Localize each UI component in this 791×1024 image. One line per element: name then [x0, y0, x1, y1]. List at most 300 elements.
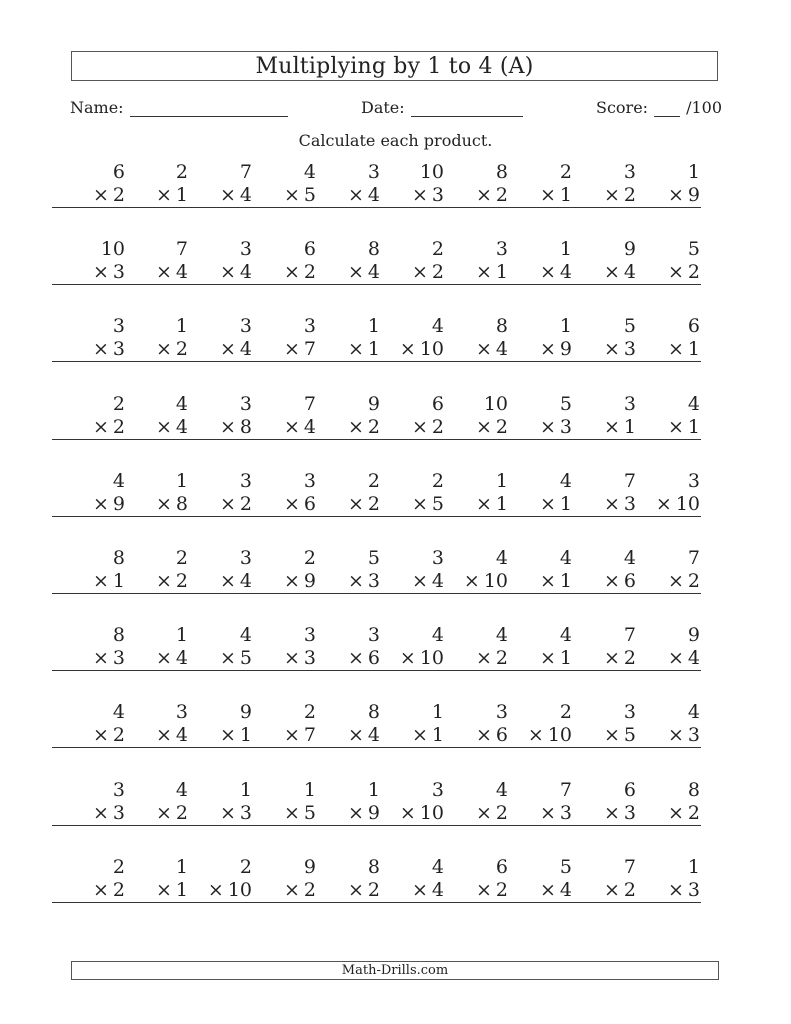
problem: [112, 393, 189, 440]
times-symbol: ×: [463, 570, 480, 592]
multiplier-line: [435, 724, 509, 748]
multiplier-line: [435, 338, 509, 362]
times-symbol: ×: [283, 338, 300, 360]
times-symbol: ×: [92, 570, 109, 592]
problem: [563, 161, 637, 208]
problem: [499, 315, 573, 362]
multiplicand: 8: [367, 701, 380, 723]
multiplicand: 4: [559, 547, 572, 569]
problem: [243, 701, 317, 748]
problem: [179, 779, 253, 826]
problem: [371, 856, 445, 903]
multiplier: 2: [112, 879, 125, 901]
multiplicand: 7: [623, 470, 636, 492]
problem: [243, 624, 317, 671]
multiplier: 2: [495, 647, 508, 669]
multiplicand: 9: [303, 856, 316, 878]
multiplicand: 1: [367, 315, 380, 337]
multiplier-line: [499, 338, 573, 362]
problem: [371, 547, 445, 594]
multiplier: 9: [303, 570, 316, 592]
multiplier: 9: [559, 338, 572, 360]
multiplicand: 4: [559, 624, 572, 646]
multiplier-line: [243, 802, 317, 826]
times-symbol: ×: [219, 338, 236, 360]
problem: [179, 238, 253, 285]
times-symbol: ×: [667, 724, 684, 746]
multiplier: 1: [175, 184, 188, 206]
multiplier-line: [563, 261, 637, 285]
times-symbol: ×: [411, 184, 428, 206]
multiplier-line: [371, 416, 445, 440]
multiplier-line: [563, 338, 637, 362]
times-symbol: ×: [603, 416, 620, 438]
problem: [499, 393, 573, 440]
times-symbol: ×: [539, 647, 556, 669]
multiplier-line: [307, 570, 381, 594]
multiplicand: 4: [687, 393, 700, 415]
multiplicand: 6: [303, 238, 316, 260]
multiplier: 2: [623, 184, 636, 206]
multiplicand: 3: [303, 624, 316, 646]
multiplier-line: [307, 802, 381, 826]
times-symbol: ×: [603, 184, 620, 206]
multiplicand: 1: [175, 470, 188, 492]
multiplicand: 3: [303, 470, 316, 492]
multiplier-line: [627, 338, 701, 362]
multiplier-line: [179, 493, 253, 517]
problem: [307, 393, 381, 440]
times-symbol: ×: [92, 184, 109, 206]
multiplier: 2: [495, 416, 508, 438]
multiplier-line: [435, 416, 509, 440]
multiplier-line: [627, 647, 701, 671]
multiplier: 9: [367, 802, 380, 824]
multiplier-line: [563, 493, 637, 517]
multiplicand: 6: [687, 315, 700, 337]
problem: [243, 161, 317, 208]
times-symbol: ×: [475, 647, 492, 669]
problem: [243, 238, 317, 285]
multiplier: 2: [175, 802, 188, 824]
multiplier: 2: [495, 879, 508, 901]
multiplicand: 8: [495, 161, 508, 183]
multiplier: 1: [687, 416, 700, 438]
multiplier-line: [243, 493, 317, 517]
times-symbol: ×: [347, 416, 364, 438]
multiplier-line: [499, 879, 573, 903]
multiplier-line: [563, 416, 637, 440]
multiplier: 3: [687, 724, 700, 746]
multiplicand: 1: [239, 779, 252, 801]
multiplier: 4: [239, 338, 252, 360]
times-symbol: ×: [603, 879, 620, 901]
times-symbol: ×: [347, 493, 364, 515]
multiplicand: 4: [112, 470, 125, 492]
name-label: Name:: [70, 98, 124, 117]
problem: [243, 393, 317, 440]
problem: [307, 315, 381, 362]
multiplier-line: [112, 802, 189, 826]
multiplicand: 5: [623, 315, 636, 337]
multiplicand: 4: [175, 393, 188, 415]
multiplier: 3: [367, 570, 380, 592]
multiplicand: 4: [495, 624, 508, 646]
multiplier-line: [499, 570, 573, 594]
problem: [371, 393, 445, 440]
times-symbol: ×: [539, 493, 556, 515]
times-symbol: ×: [283, 879, 300, 901]
problem: [179, 470, 253, 517]
multiplier-line: [243, 879, 317, 903]
multiplicand: 9: [623, 238, 636, 260]
problem: [627, 856, 701, 903]
times-symbol: ×: [283, 724, 300, 746]
multiplicand: 3: [367, 624, 380, 646]
problem: [435, 470, 509, 517]
multiplier: 3: [239, 802, 252, 824]
multiplier: 2: [112, 416, 125, 438]
multiplier: 4: [431, 570, 444, 592]
times-symbol: ×: [539, 416, 556, 438]
multiplier-line: [627, 802, 701, 826]
problem: [499, 856, 573, 903]
footer: Math-Drills.com: [71, 961, 719, 980]
multiplicand: 1: [687, 856, 700, 878]
multiplicand: 3: [495, 701, 508, 723]
multiplier-line: [243, 338, 317, 362]
problem: [627, 547, 701, 594]
multiplicand: 8: [112, 547, 125, 569]
times-symbol: ×: [92, 724, 109, 746]
times-symbol: ×: [399, 802, 416, 824]
multiplier-line: [435, 647, 509, 671]
multiplicand: 5: [687, 238, 700, 260]
multiplicand: 2: [112, 393, 125, 415]
multiplicand: 7: [559, 779, 572, 801]
multiplier: 4: [175, 416, 188, 438]
times-symbol: ×: [667, 416, 684, 438]
multiplier: 3: [112, 338, 125, 360]
problem: [563, 779, 637, 826]
problem: [627, 701, 701, 748]
times-symbol: ×: [539, 802, 556, 824]
multiplicand: 8: [495, 315, 508, 337]
multiplicand: 7: [303, 393, 316, 415]
problem: [435, 779, 509, 826]
multiplier: 2: [112, 184, 125, 206]
problem: [435, 315, 509, 362]
multiplicand: 3: [623, 393, 636, 415]
multiplier: 3: [112, 647, 125, 669]
times-symbol: ×: [527, 724, 544, 746]
score-label: Score:: [596, 98, 649, 117]
multiplicand: 3: [239, 547, 252, 569]
multiplier-line: [307, 261, 381, 285]
multiplicand: 9: [687, 624, 700, 646]
multiplier-line: [179, 724, 253, 748]
multiplier-line: [371, 570, 445, 594]
times-symbol: ×: [411, 724, 428, 746]
times-symbol: ×: [155, 647, 172, 669]
multiplicand: 2: [559, 701, 572, 723]
problem: [563, 624, 637, 671]
problem: [371, 238, 445, 285]
multiplier-line: [307, 338, 381, 362]
times-symbol: ×: [399, 338, 416, 360]
problem: [243, 470, 317, 517]
multiplicand: 1: [175, 624, 188, 646]
problem: [499, 779, 573, 826]
multiplier: 4: [239, 184, 252, 206]
problem: [435, 856, 509, 903]
problem: [243, 547, 317, 594]
multiplicand: 1: [175, 856, 188, 878]
problem: [307, 238, 381, 285]
multiplicand: 1: [495, 470, 508, 492]
multiplicand: 7: [239, 161, 252, 183]
multiplier-line: [627, 416, 701, 440]
times-symbol: ×: [667, 570, 684, 592]
times-symbol: ×: [603, 724, 620, 746]
times-symbol: ×: [475, 802, 492, 824]
multiplicand: 1: [431, 701, 444, 723]
multiplier-line: [112, 261, 189, 285]
multiplicand: 3: [239, 393, 252, 415]
problem: [179, 856, 253, 903]
problem: [627, 624, 701, 671]
multiplier: 6: [303, 493, 316, 515]
problem: [499, 470, 573, 517]
multiplier-line: [499, 416, 573, 440]
multiplier: 1: [175, 879, 188, 901]
problem: [499, 624, 573, 671]
times-symbol: ×: [283, 570, 300, 592]
multiplier-line: [627, 184, 701, 208]
problem: [627, 779, 701, 826]
multiplicand: 4: [431, 315, 444, 337]
problem: [112, 161, 189, 208]
multiplier: 10: [419, 338, 444, 360]
multiplicand: 4: [175, 779, 188, 801]
times-symbol: ×: [539, 261, 556, 283]
times-symbol: ×: [603, 647, 620, 669]
multiplier: 2: [431, 261, 444, 283]
times-symbol: ×: [539, 879, 556, 901]
problem: [307, 547, 381, 594]
multiplier-line: [112, 416, 189, 440]
times-symbol: ×: [539, 184, 556, 206]
multiplicand: 4: [559, 470, 572, 492]
multiplicand: 4: [112, 701, 125, 723]
multiplier: 1: [559, 493, 572, 515]
multiplier-line: [307, 184, 381, 208]
multiplicand: 3: [495, 238, 508, 260]
multiplier: 6: [623, 570, 636, 592]
multiplicand: 6: [495, 856, 508, 878]
times-symbol: ×: [539, 570, 556, 592]
multiplier: 2: [623, 647, 636, 669]
multiplicand: 2: [175, 161, 188, 183]
multiplier: 7: [303, 338, 316, 360]
multiplier-line: [371, 879, 445, 903]
multiplicand: 2: [303, 547, 316, 569]
times-symbol: ×: [155, 261, 172, 283]
multiplier-line: [499, 493, 573, 517]
times-symbol: ×: [667, 879, 684, 901]
multiplicand: 4: [431, 624, 444, 646]
multiplicand: 4: [623, 547, 636, 569]
multiplicand: 4: [687, 701, 700, 723]
multiplicand: 3: [303, 315, 316, 337]
problem: [499, 161, 573, 208]
times-symbol: ×: [347, 184, 364, 206]
times-symbol: ×: [475, 338, 492, 360]
multiplicand: 3: [431, 779, 444, 801]
multiplicand: 10: [419, 161, 444, 183]
multiplier: 10: [675, 493, 700, 515]
multiplier: 10: [547, 724, 572, 746]
times-symbol: ×: [667, 261, 684, 283]
multiplicand: 5: [559, 856, 572, 878]
multiplicand: 7: [623, 624, 636, 646]
times-symbol: ×: [667, 802, 684, 824]
problem: [499, 547, 573, 594]
times-symbol: ×: [283, 802, 300, 824]
times-symbol: ×: [219, 261, 236, 283]
problem: [371, 624, 445, 671]
multiplicand: 4: [495, 779, 508, 801]
multiplier: 2: [175, 338, 188, 360]
multiplier-line: [307, 879, 381, 903]
multiplier: 10: [227, 879, 252, 901]
multiplier-line: [499, 261, 573, 285]
multiplicand: 1: [367, 779, 380, 801]
multiplier: 4: [175, 261, 188, 283]
instructions: Calculate each product.: [298, 131, 493, 150]
times-symbol: ×: [92, 493, 109, 515]
multiplier-line: [112, 338, 189, 362]
multiplier-line: [435, 184, 509, 208]
multiplier-line: [499, 647, 573, 671]
times-symbol: ×: [475, 879, 492, 901]
multiplier: 4: [175, 647, 188, 669]
multiplier-line: [435, 493, 509, 517]
problem: [499, 701, 573, 748]
multiplier-line: [435, 261, 509, 285]
multiplier: 1: [431, 724, 444, 746]
multiplier: 6: [367, 647, 380, 669]
times-symbol: ×: [219, 647, 236, 669]
problem: [112, 315, 189, 362]
multiplier: 3: [559, 416, 572, 438]
problem: [627, 315, 701, 362]
times-symbol: ×: [155, 570, 172, 592]
problem: [179, 161, 253, 208]
problem: [371, 470, 445, 517]
multiplier-line: [371, 724, 445, 748]
problem: [179, 393, 253, 440]
multiplicand: 3: [623, 701, 636, 723]
multiplier: 8: [239, 416, 252, 438]
multiplier: 5: [303, 184, 316, 206]
times-symbol: ×: [347, 570, 364, 592]
problem: [112, 779, 189, 826]
problem: [627, 238, 701, 285]
times-symbol: ×: [347, 338, 364, 360]
multiplier: 2: [495, 184, 508, 206]
multiplier-line: [499, 724, 573, 748]
multiplicand: 4: [495, 547, 508, 569]
multiplier: 10: [483, 570, 508, 592]
problem: [563, 238, 637, 285]
multiplier-line: [563, 647, 637, 671]
multiplier-line: [371, 647, 445, 671]
multiplier-line: [307, 724, 381, 748]
times-symbol: ×: [347, 261, 364, 283]
times-symbol: ×: [92, 802, 109, 824]
problem: [563, 470, 637, 517]
multiplier: 1: [623, 416, 636, 438]
multiplier-line: [179, 879, 253, 903]
multiplier-line: [307, 493, 381, 517]
problem: [307, 856, 381, 903]
multiplier-line: [307, 647, 381, 671]
multiplier: 4: [559, 261, 572, 283]
multiplier: 2: [367, 879, 380, 901]
multiplicand: 3: [239, 238, 252, 260]
times-symbol: ×: [411, 879, 428, 901]
times-symbol: ×: [411, 261, 428, 283]
multiplier: 9: [112, 493, 125, 515]
multiplicand: 3: [112, 779, 125, 801]
problem: [435, 393, 509, 440]
multiplicand: 6: [112, 161, 125, 183]
times-symbol: ×: [655, 493, 672, 515]
problem: [499, 238, 573, 285]
multiplier: 1: [495, 493, 508, 515]
multiplier-line: [179, 416, 253, 440]
times-symbol: ×: [283, 493, 300, 515]
times-symbol: ×: [347, 879, 364, 901]
times-symbol: ×: [92, 416, 109, 438]
multiplier: 3: [303, 647, 316, 669]
multiplier: 1: [687, 338, 700, 360]
multiplier: 5: [239, 647, 252, 669]
multiplier-line: [243, 647, 317, 671]
multiplicand: 1: [687, 161, 700, 183]
problem: [112, 470, 189, 517]
problem: [307, 779, 381, 826]
multiplicand: 7: [623, 856, 636, 878]
multiplicand: 3: [687, 470, 700, 492]
multiplicand: 2: [303, 701, 316, 723]
multiplier: 5: [623, 724, 636, 746]
multiplier-line: [499, 802, 573, 826]
times-symbol: ×: [347, 647, 364, 669]
times-symbol: ×: [603, 261, 620, 283]
score-total: /100: [686, 98, 722, 117]
multiplier-line: [243, 724, 317, 748]
worksheet-title: Multiplying by 1 to 4 (A): [71, 51, 718, 81]
problem: [435, 547, 509, 594]
multiplicand: 9: [367, 393, 380, 415]
times-symbol: ×: [667, 647, 684, 669]
multiplier-line: [563, 570, 637, 594]
multiplicand: 2: [431, 238, 444, 260]
multiplicand: 1: [303, 779, 316, 801]
times-symbol: ×: [283, 416, 300, 438]
